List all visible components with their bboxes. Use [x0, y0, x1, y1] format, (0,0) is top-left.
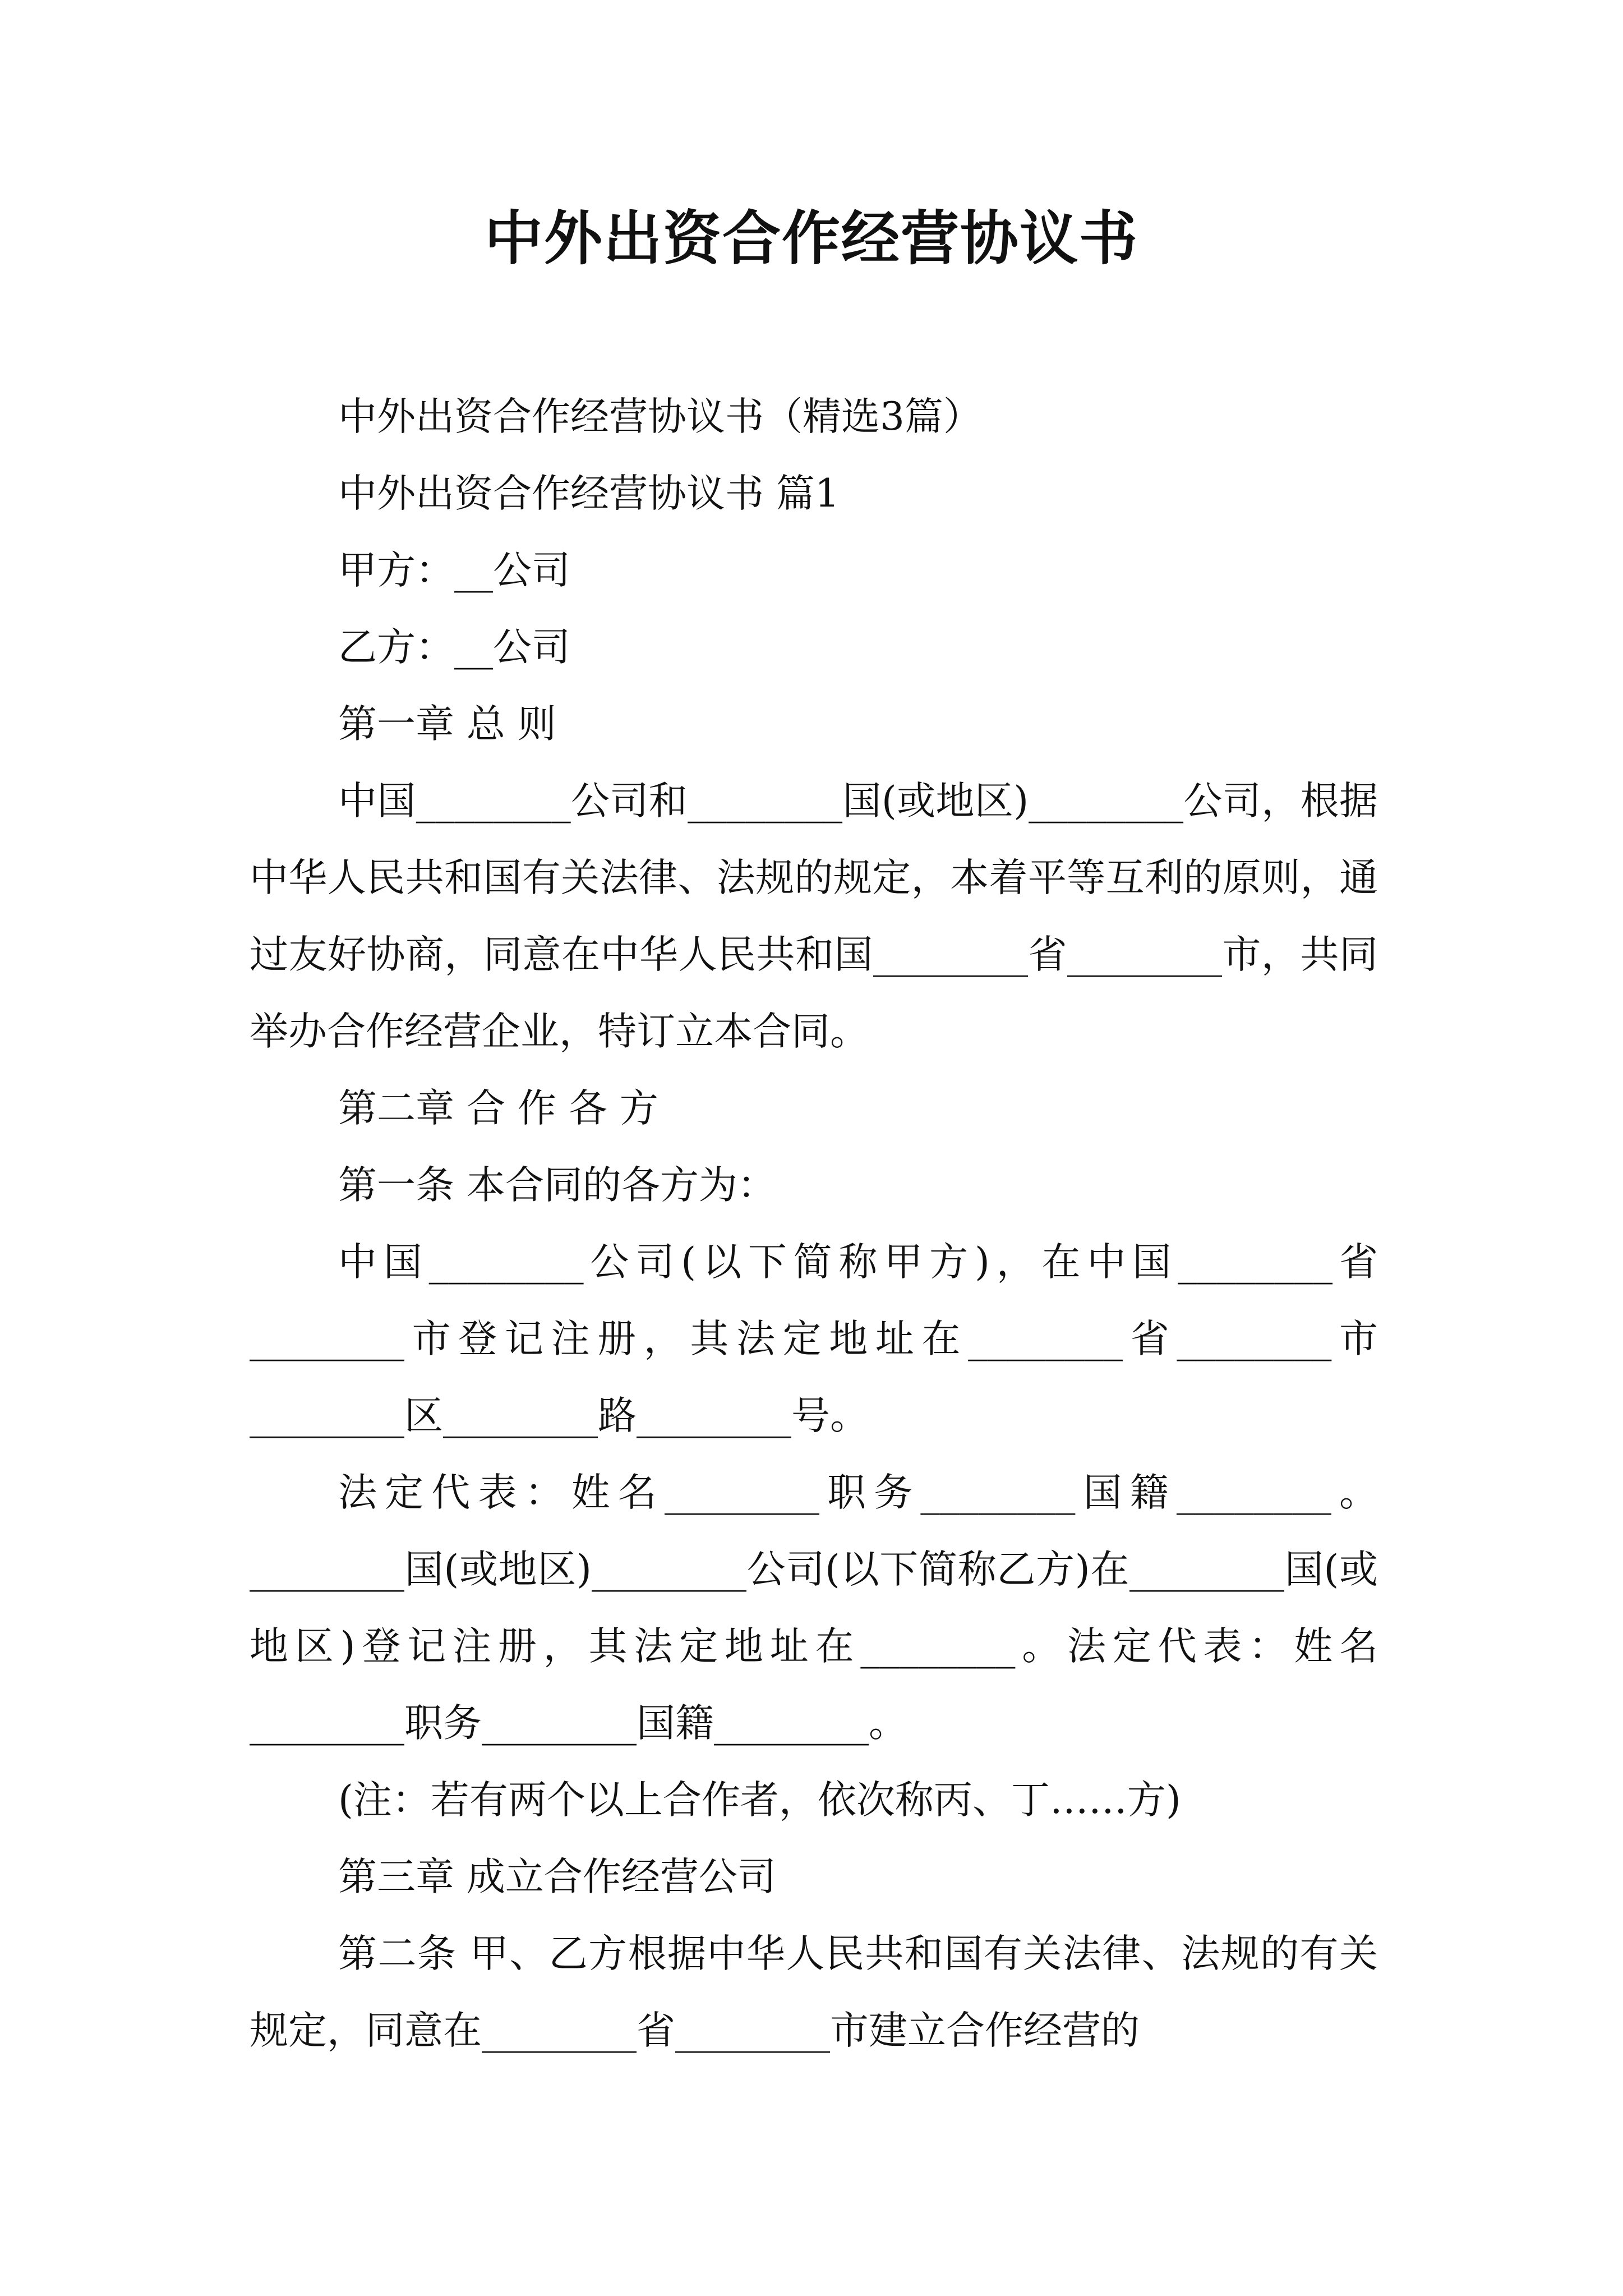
paragraph-party-a-details: 中国________公司(以下简称甲方)，在中国________省________市登记注册，其法定地址在________省________市________区________路________号。 — [250, 1240, 1378, 1438]
paragraph-subtitle: 中外出资合作经营协议书（精选3篇） — [338, 394, 982, 439]
paragraph-party-a: 甲方：__公司 — [338, 548, 570, 593]
paragraph-chapter-3: 第三章 成立合作经营公司 — [338, 1855, 776, 1899]
paragraph-article-2: 第二条 甲、乙方根据中华人民共和国有关法律、法规的有关规定，同意在________省________市建立合作经营的 — [250, 1931, 1378, 2053]
paragraph-chapter-1: 第一章 总 则 — [338, 702, 556, 747]
paragraph-representatives: 法定代表：姓名________职务________国籍________。________国(或地区)________公司(以下简称乙方)在________国(或地区)登记注册，其法定地址在________。法定代表：姓名________职务________国籍________。 — [250, 1470, 1378, 1746]
paragraph-party-b: 乙方：__公司 — [338, 625, 570, 670]
paragraph-article-1: 第一条 本合同的各方为： — [338, 1163, 776, 1208]
paragraph-chapter-2: 第二章 合 作 各 方 — [338, 1086, 658, 1131]
document-body — [250, 379, 1378, 2069]
document-title: 中外出资合作经营协议书 — [484, 204, 1138, 273]
paragraph-section-heading: 中外出资合作经营协议书 篇1 — [338, 471, 840, 516]
paragraph-note: (注：若有两个以上合作者，依次称丙、丁……方) — [338, 1778, 1181, 1823]
paragraph-preamble: 中国________公司和________国(或地区)________公司，根据中华人民共和国有关法律、法规的规定，本着平等互利的原则，通过友好协商，同意在中华人民共和国________省________市，共同举办合作经营企业，特订立本合同。 — [250, 779, 1378, 1054]
